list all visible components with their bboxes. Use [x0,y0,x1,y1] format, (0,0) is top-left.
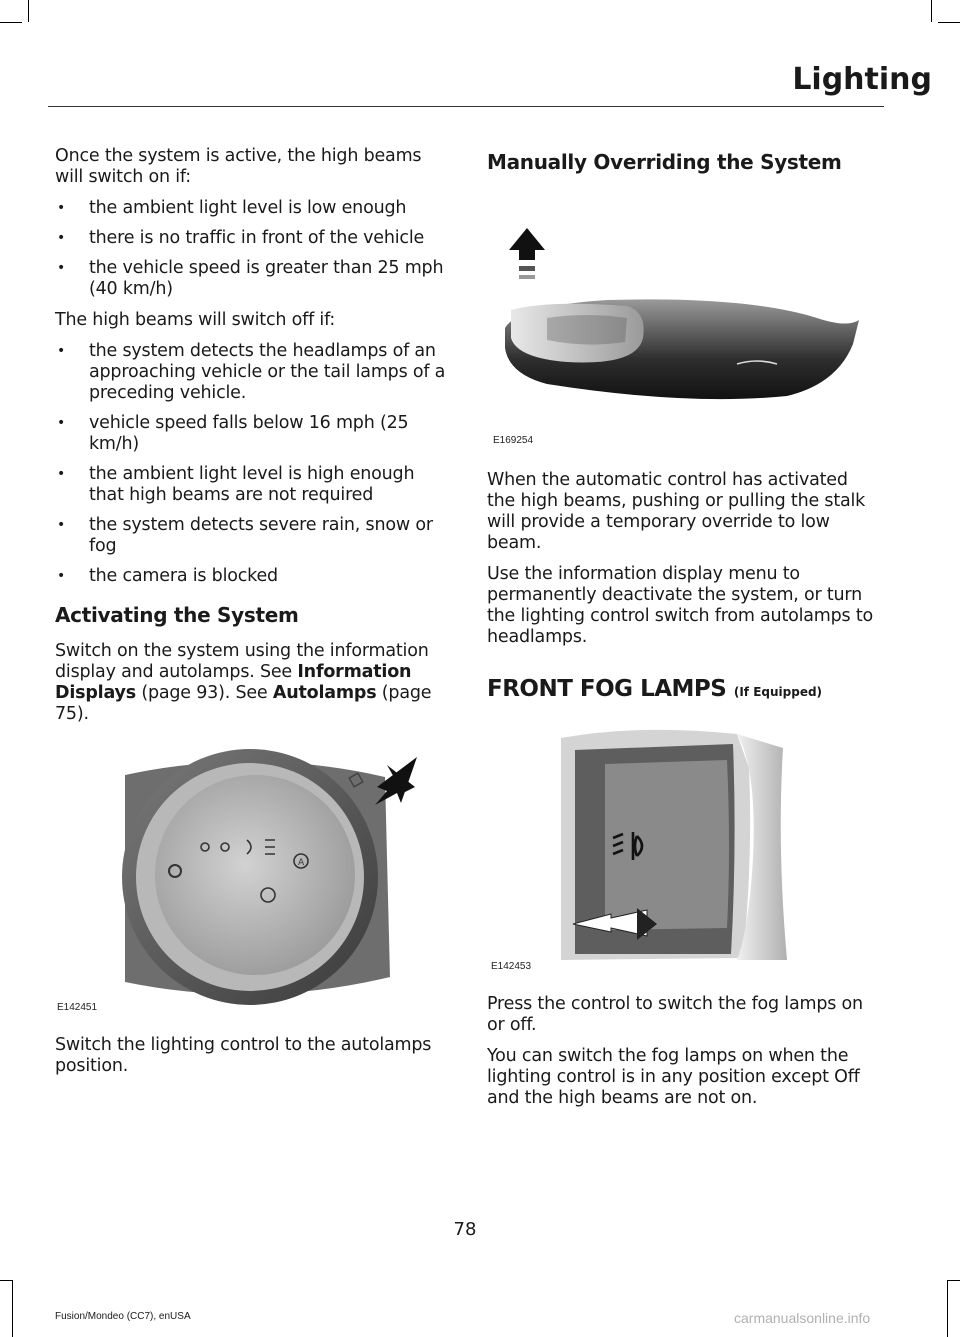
figure-code: E169254 [493,435,534,446]
list-item: • the system detects severe rain, snow or fog [55,515,447,557]
activating-text-part: (page 93). See [135,683,273,703]
intro-text: Once the system is active, the high beams will switch on if: [55,146,422,187]
list-item: • the ambient light level is high enough that high beams are not required [55,464,447,506]
crop-mark [948,1280,960,1281]
crop-mark [938,22,960,23]
crop-mark [931,0,932,22]
figure-caption: Switch the lighting control to the autolamps position. [55,1035,432,1076]
activating-text-part: Switch on the system using the information display and autolamps. See [55,641,429,682]
information-displays-link[interactable]: Information Displays [55,662,412,703]
off-intro-text: The high beams will switch off if: [55,310,336,330]
list-item: • the system detects the headlamps of an approaching vehicle or the tail lamps of a preceding vehicle. [55,341,447,404]
crop-mark [0,1280,12,1281]
activating-text-part: (page 75). [55,683,432,724]
page-number: 78 [453,1219,477,1240]
list-item: • the ambient light level is low enough [55,198,447,219]
figure-code: E142451 [57,1002,98,1013]
override-text-1: When the automatic control has activated the high beams, pushing or pulling the stalk will provide a temporary override to low beam. [487,470,866,553]
fog-switch-figure [487,728,879,972]
crop-mark [28,0,29,22]
activating-heading: Activating the System [55,603,299,627]
page-title: Lighting [792,62,932,97]
list-item: • there is no traffic in front of the vehicle [55,228,447,249]
headlamp-switch-illustration [55,747,447,1009]
left-column [55,146,447,1087]
fog-switch-illustration [487,728,879,966]
headlamp-switch-figure [55,747,447,1013]
right-column [487,146,880,1119]
fog-text-1: Press the control to switch the fog lamps on or off. [487,994,863,1035]
fog-text-2: You can switch the fog lamps on when the lighting control is in any position except Off and the high beams are not on. [487,1046,860,1108]
fog-heading-text: FRONT FOG LAMPS [487,676,727,702]
override-text-2: Use the information display menu to permanently deactivate the system, or turn the lighting control switch from autolamps to headlamps. [487,564,874,647]
on-conditions-list [55,198,447,300]
watermark: carmanualsonline.info [734,1310,871,1326]
footer-text: Fusion/Mondeo (CC7), enUSA [55,1311,191,1322]
fog-heading [487,676,880,702]
list-item: • vehicle speed falls below 16 mph (25 km/h) [55,413,447,455]
crop-mark [0,22,22,23]
fog-heading-note: (If Equipped) [733,685,823,699]
list-item: • the camera is blocked [55,566,447,587]
crop-mark [947,1280,948,1337]
crop-mark [12,1280,13,1337]
stalk-illustration [487,188,879,450]
stalk-figure [487,188,879,450]
off-conditions-list [55,341,447,587]
figure-code: E142453 [491,961,532,972]
activating-text [55,641,447,725]
list-item: • the vehicle speed is greater than 25 mph (40 km/h) [55,258,447,300]
override-heading: Manually Overriding the System [487,150,842,174]
autolamps-link[interactable]: Autolamps [272,683,377,703]
header-rule [48,106,884,107]
svg-text:A: A [298,858,305,868]
